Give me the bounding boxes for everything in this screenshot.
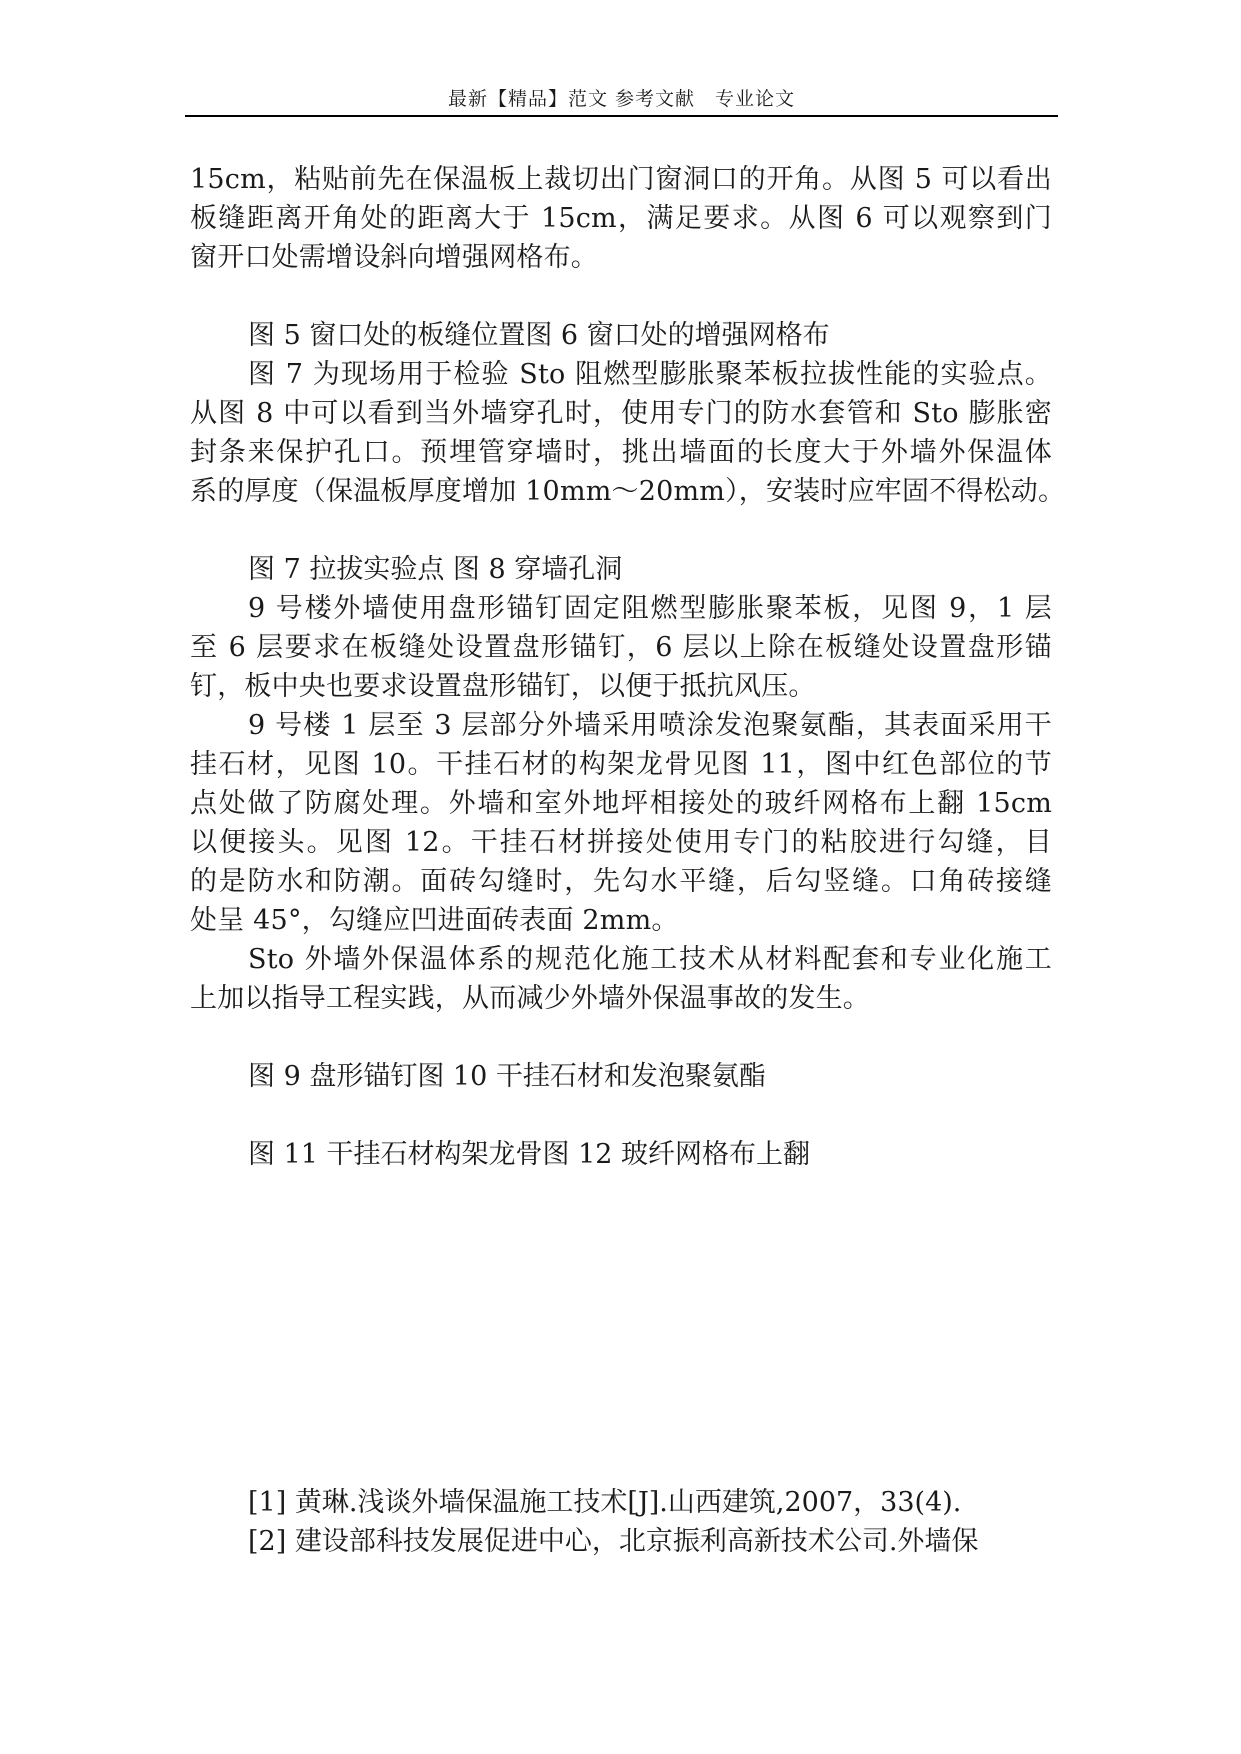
paragraph-line: 板缝距离开角处的距离大于 15cm，满足要求。从图 6 可以观察到门	[190, 203, 1052, 234]
figure-caption: 图 9 盘形锚钉图 10 干挂石材和发泡聚氨酯	[248, 1061, 766, 1092]
paragraph-line: 处呈 45°，勾缝应凹进面砖表面 2mm。	[190, 905, 679, 936]
paragraph-line: 9 号楼外墙使用盘形锚钉固定阻燃型膨胀聚苯板，见图 9，1 层	[248, 593, 1052, 624]
reference-item: [2] 建设部科技发展促进中心，北京振利高新技术公司.外墙保	[248, 1526, 979, 1557]
paragraph-line: 钉，板中央也要求设置盘形锚钉，以便于抵抗风压。	[190, 671, 816, 702]
paragraph-line: 以便接头。见图 12。干挂石材拼接处使用专门的粘胶进行勾缝，目	[190, 827, 1052, 858]
paragraph-line: 的是防水和防潮。面砖勾缝时，先勾水平缝，后勾竖缝。口角砖接缝	[190, 866, 1052, 897]
paragraph-line: 封条来保护孔口。预埋管穿墙时，挑出墙面的长度大于外墙外保温体	[190, 437, 1052, 468]
paragraph-line: 系的厚度（保温板厚度增加 10mm～20mm），安装时应牢固不得松动。	[190, 476, 1066, 507]
paragraph-line: 点处做了防腐处理。外墙和室外地坪相接处的玻纤网格布上翻 15cm	[190, 788, 1052, 819]
paragraph-line: 至 6 层要求在板缝处设置盘形锚钉，6 层以上除在板缝处设置盘形锚	[190, 632, 1052, 663]
paragraph-line: Sto 外墙外保温体系的规范化施工技术从材料配套和专业化施工	[248, 944, 1052, 975]
reference-list	[248, 1483, 1052, 1561]
page-header: 最新【精品】范文 参考文献 专业论文	[447, 88, 796, 110]
paragraph-line: 从图 8 中可以看到当外墙穿孔时，使用专门的防水套管和 Sto 膨胀密	[190, 398, 1052, 429]
figure-caption: 图 11 干挂石材构架龙骨图 12 玻纤网格布上翻	[248, 1139, 811, 1170]
figure-caption: 图 7 拉拔实验点 图 8 穿墙孔洞	[248, 554, 623, 585]
paragraph-line: 15cm，粘贴前先在保温板上裁切出门窗洞口的开角。从图 5 可以看出	[190, 164, 1052, 195]
header-divider	[185, 115, 1058, 117]
reference-item: [1] 黄琳.浅谈外墙保温施工技术[J].山西建筑,2007，33(4).	[248, 1487, 962, 1518]
paragraph-line: 挂石材，见图 10。干挂石材的构架龙骨见图 11，图中红色部位的节	[190, 749, 1052, 780]
paragraph-line: 窗开口处需增设斜向增强网格布。	[190, 242, 598, 273]
document-body	[190, 160, 1066, 1174]
paragraph-line: 图 7 为现场用于检验 Sto 阻燃型膨胀聚苯板拉拔性能的实验点。	[248, 359, 1052, 390]
figure-caption: 图 5 窗口处的板缝位置图 6 窗口处的增强网格布	[248, 320, 830, 351]
paragraph-line: 9 号楼 1 层至 3 层部分外墙采用喷涂发泡聚氨酯，其表面采用干	[248, 710, 1052, 741]
paragraph-line: 上加以指导工程实践，从而减少外墙外保温事故的发生。	[190, 983, 870, 1014]
